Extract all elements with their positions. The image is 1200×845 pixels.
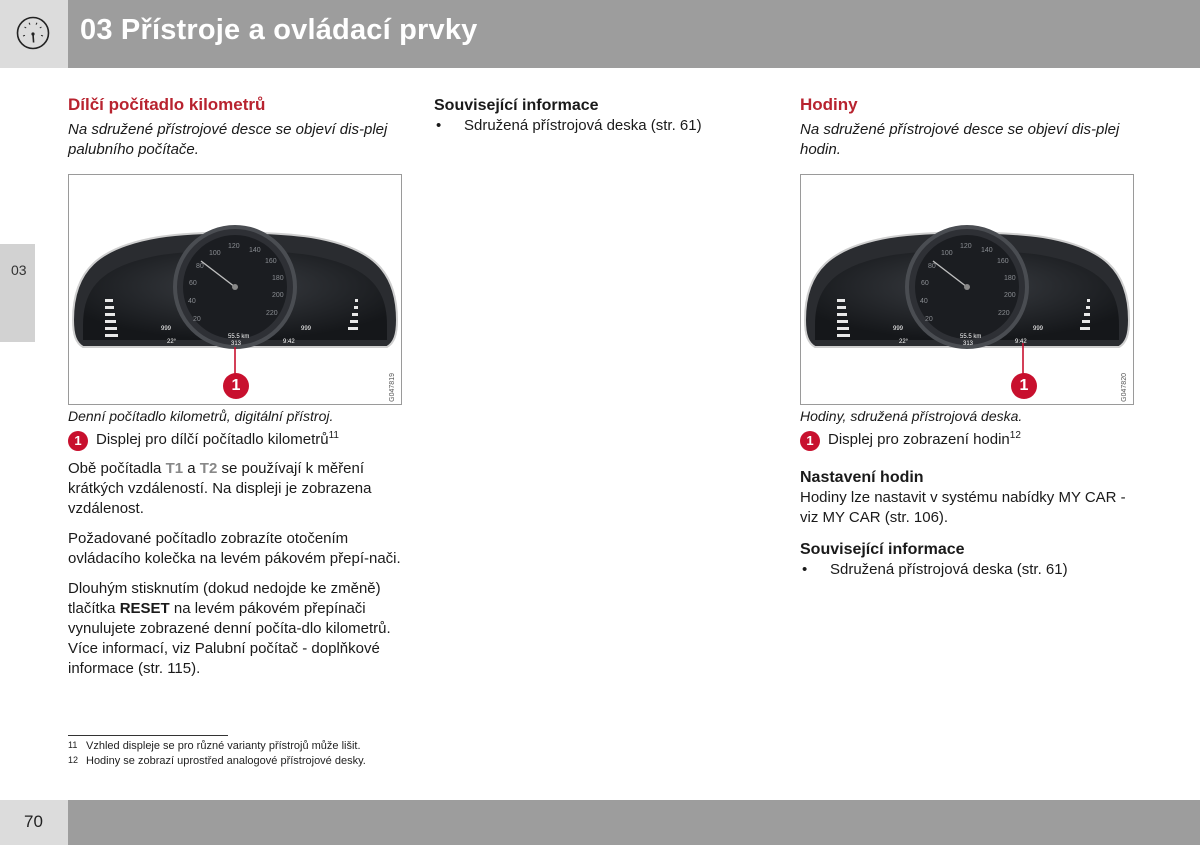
figure-callout-badge: 1 xyxy=(1011,373,1037,399)
text: a xyxy=(183,460,200,477)
left-column-body xyxy=(68,408,403,679)
mileage-readout: 999 xyxy=(893,326,904,332)
clock-setting-heading: Nastavení hodin xyxy=(800,469,924,486)
bullet-icon: • xyxy=(802,561,808,578)
speed-tick: 100 xyxy=(209,250,221,257)
chapter-tab-label: 03 xyxy=(11,262,27,278)
related-info-item-right[interactable] xyxy=(800,560,1135,580)
left-column xyxy=(68,95,403,160)
figure-caption-trip: Denní počítadlo kilometrů, digitální přístroj. xyxy=(68,408,334,424)
mileage-readout: 999 xyxy=(161,326,172,332)
mileage-readout-right: 999 xyxy=(1033,326,1044,332)
footer-bar xyxy=(68,800,1200,845)
page-number: 70 xyxy=(24,812,43,831)
header-icon-box xyxy=(0,0,68,68)
callout-label: Displej pro zobrazení hodin xyxy=(828,431,1010,448)
footnote-12 xyxy=(68,755,366,767)
callout-text xyxy=(96,430,339,450)
speed-tick: 60 xyxy=(189,280,197,287)
speed-tick: 140 xyxy=(981,247,993,254)
odo-readout: 313 xyxy=(963,341,974,347)
figure-code: G047820 xyxy=(1121,373,1128,402)
right-column-body xyxy=(800,408,1135,580)
speed-tick: 100 xyxy=(941,250,953,257)
paragraph-reset xyxy=(68,579,403,679)
footnote-11 xyxy=(68,740,361,752)
callout-badge: 1 xyxy=(800,431,820,451)
mileage-readout-right: 999 xyxy=(301,326,312,332)
page-title: 03 Přístroje a ovládací prvky xyxy=(80,14,478,46)
speed-tick: 80 xyxy=(928,263,936,270)
footnote-ref: 11 xyxy=(328,430,339,441)
callout-label: Displej pro dílčí počítadlo kilometrů xyxy=(96,431,329,448)
paragraph-counters xyxy=(68,459,403,519)
related-info-heading-right: Související informace xyxy=(800,541,965,558)
footnote-rule xyxy=(68,735,228,736)
speed-tick: 20 xyxy=(193,316,201,323)
speed-tick: 220 xyxy=(998,310,1010,317)
related-info-item[interactable] xyxy=(434,116,764,136)
related-info-heading: Související informace xyxy=(434,97,599,114)
odo-readout: 313 xyxy=(231,341,242,347)
callout-legend-clock xyxy=(800,430,1135,451)
figure-caption-clock: Hodiny, sdružená přístrojová deska. xyxy=(800,408,1023,424)
footnote-number: 11 xyxy=(68,740,78,750)
temp-readout: 22° xyxy=(899,339,909,345)
speed-tick: 180 xyxy=(1004,275,1016,282)
section-heading-clock: Hodiny xyxy=(800,95,858,114)
clock-readout: 9:42 xyxy=(1015,339,1027,345)
text: Dlouhým stisknutím (dokud nedojde ke změně) tlačítka xyxy=(68,580,381,617)
chapter-tab xyxy=(0,244,35,342)
speed-tick: 160 xyxy=(265,258,277,265)
counter-key-t2: T2 xyxy=(199,460,218,477)
speed-tick: 200 xyxy=(1004,292,1016,299)
trip-readout: 55.5 km xyxy=(960,334,982,340)
counter-key-t1: T1 xyxy=(165,460,184,477)
figure-callout-badge: 1 xyxy=(223,373,249,399)
speed-tick: 40 xyxy=(188,298,196,305)
speed-tick: 180 xyxy=(272,275,284,282)
related-link[interactable]: Sdružená přístrojová deska (str. 61) xyxy=(464,117,702,134)
speed-tick: 160 xyxy=(997,258,1009,265)
temp-readout: 22° xyxy=(167,339,177,345)
paragraph-select-counter: Požadované počítadlo zobrazíte otočením ovládacího kolečka na levém pákovém přepí-nači. xyxy=(68,530,401,567)
callout-text xyxy=(828,430,1021,450)
footnote-ref: 12 xyxy=(1009,430,1021,441)
trip-readout: 55.5 km xyxy=(228,334,250,340)
instrument-cluster-illustration-clock xyxy=(801,175,1133,404)
footnote-text: Hodiny se zobrazí uprostřed analogové přístrojové desky. xyxy=(86,755,366,767)
text: Obě počítadla xyxy=(68,460,166,477)
bullet-icon: • xyxy=(436,117,442,134)
speed-tick: 120 xyxy=(960,243,972,250)
speed-tick: 40 xyxy=(920,298,928,305)
speed-tick: 140 xyxy=(249,247,261,254)
figure-code: G047819 xyxy=(389,373,396,402)
text: se používají k měření krátkých vzdáleností. Na displeji je zobrazena vzdálenost. xyxy=(68,460,372,517)
text: na levém pákovém přepínači vynulujete zobrazené denní počíta-dlo kilometrů. Více informací, viz Palubní počítač - doplňkové informace (str. 115). xyxy=(68,600,391,677)
instrument-cluster-illustration xyxy=(69,175,401,404)
speed-tick: 60 xyxy=(921,280,929,287)
footnote-text: Vzhled displeje se pro různé varianty přístrojů může lišit. xyxy=(86,740,361,752)
right-column xyxy=(800,95,1135,160)
intro-trip: Na sdružené přístrojové desce se objeví dis-plej palubního počítače. xyxy=(68,121,388,158)
speedometer-icon xyxy=(16,16,50,50)
figure-trip-meter xyxy=(68,174,402,405)
speed-tick: 80 xyxy=(196,263,204,270)
clock-readout: 9:42 xyxy=(283,339,295,345)
speed-tick: 220 xyxy=(266,310,278,317)
section-heading-trip: Dílčí počítadlo kilometrů xyxy=(68,95,266,114)
clock-setting-text: Hodiny lze nastavit v systému nabídky MY CAR - viz MY CAR (str. 106). xyxy=(800,489,1126,526)
intro-clock: Na sdružené přístrojové desce se objeví dis-plej hodin. xyxy=(800,121,1120,158)
figure-clock xyxy=(800,174,1134,405)
speed-tick: 20 xyxy=(925,316,933,323)
related-link[interactable]: Sdružená přístrojová deska (str. 61) xyxy=(830,561,1068,578)
callout-legend-trip xyxy=(68,430,403,451)
reset-key: RESET xyxy=(119,600,170,617)
callout-badge: 1 xyxy=(68,431,88,451)
middle-column xyxy=(434,97,764,136)
speed-tick: 120 xyxy=(228,243,240,250)
speed-tick: 200 xyxy=(272,292,284,299)
footnote-number: 12 xyxy=(68,755,79,765)
